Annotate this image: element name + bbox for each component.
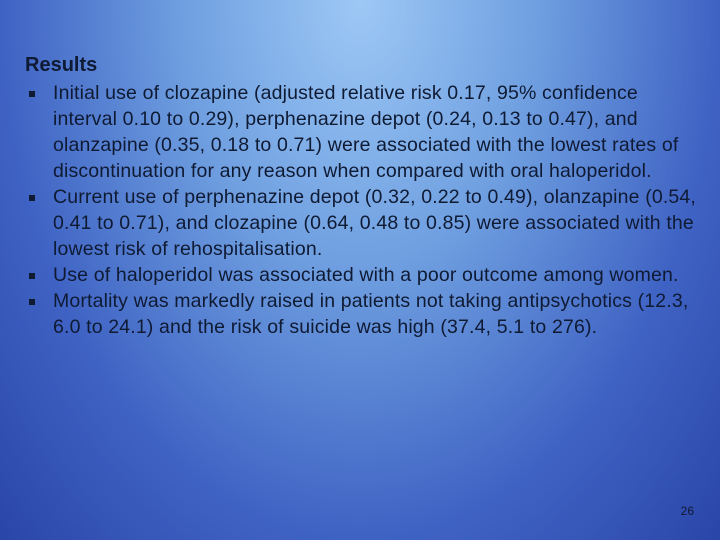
bullet-list: [25, 80, 697, 340]
bullet-text: Mortality was markedly raised in patients not taking antipsychotics (12.3, 6.0 to 24.1) and the risk of suicide was high (37.4, 5.1 to 276).: [53, 290, 689, 338]
bullet-text: Use of haloperidol was associated with a poor outcome among women.: [53, 264, 679, 286]
bullet-item-haloperidol-women: [25, 262, 697, 288]
bullet-item-mortality: [25, 288, 697, 340]
square-bullet-icon: [29, 195, 35, 201]
square-bullet-icon: [29, 299, 35, 305]
square-bullet-icon: [29, 91, 35, 97]
page-number: 26: [680, 504, 694, 518]
bullet-item-discontinuation: [25, 80, 697, 184]
square-bullet-icon: [29, 273, 35, 279]
bullet-item-rehospitalisation: [25, 184, 697, 262]
bullet-text: Initial use of clozapine (adjusted relative risk 0.17, 95% confidence interval 0.10 to 0.29), perphenazine depot (0.24, 0.13 to 0.47), and olanzapine (0.35, 0.18 to 0.71) were associated with the lowest rates of discontinuation for any reason when compared with oral haloperidol.: [53, 82, 679, 182]
slide-heading: Results: [25, 54, 98, 76]
bullet-text: Current use of perphenazine depot (0.32, 0.22 to 0.49), olanzapine (0.54, 0.41 to 0.71), and clozapine (0.64, 0.48 to 0.85) were associated with the lowest risk of rehospitalisation.: [53, 186, 696, 260]
